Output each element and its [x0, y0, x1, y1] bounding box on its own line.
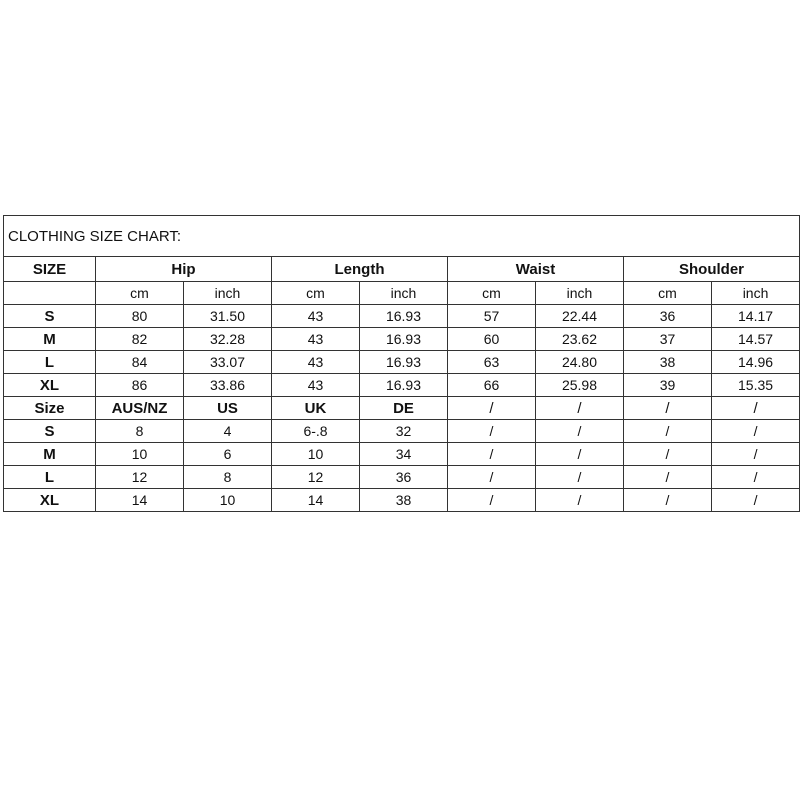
value-cell: 80	[96, 305, 184, 328]
value-cell: UK	[272, 397, 360, 420]
value-cell: 4	[184, 420, 272, 443]
value-cell: DE	[360, 397, 448, 420]
title-row	[4, 216, 800, 257]
value-cell: 24.80	[536, 351, 624, 374]
measurement-row	[4, 351, 800, 374]
size-cell: M	[4, 328, 96, 351]
unit-header-cell: cm	[96, 282, 184, 305]
intl-size-row	[4, 466, 800, 489]
value-cell: 16.93	[360, 305, 448, 328]
size-cell: XL	[4, 489, 96, 512]
value-cell: 38	[360, 489, 448, 512]
unit-header-cell: inch	[360, 282, 448, 305]
value-cell: /	[712, 466, 800, 489]
value-cell: 15.35	[712, 374, 800, 397]
value-cell: 6	[184, 443, 272, 466]
value-cell: 36	[360, 466, 448, 489]
value-cell: /	[536, 420, 624, 443]
value-cell: /	[624, 420, 712, 443]
value-cell: /	[448, 489, 536, 512]
unit-header-blank	[4, 282, 96, 305]
value-cell: 82	[96, 328, 184, 351]
value-cell: 57	[448, 305, 536, 328]
value-cell: 8	[96, 420, 184, 443]
intl-size-header-row	[4, 397, 800, 420]
value-cell: /	[712, 397, 800, 420]
size-cell: M	[4, 443, 96, 466]
value-cell: 12	[272, 466, 360, 489]
value-cell: 34	[360, 443, 448, 466]
chart-title: CLOTHING SIZE CHART:	[4, 216, 800, 257]
value-cell: /	[448, 443, 536, 466]
value-cell: 86	[96, 374, 184, 397]
measurement-row	[4, 305, 800, 328]
value-cell: 16.93	[360, 328, 448, 351]
value-cell: 10	[184, 489, 272, 512]
size-chart-table	[3, 215, 800, 512]
waist-header: Waist	[448, 257, 624, 282]
intl-size-row	[4, 420, 800, 443]
value-cell: /	[624, 443, 712, 466]
value-cell: 84	[96, 351, 184, 374]
value-cell: AUS/NZ	[96, 397, 184, 420]
value-cell: 63	[448, 351, 536, 374]
value-cell: /	[536, 443, 624, 466]
value-cell: /	[712, 420, 800, 443]
unit-header-cell: inch	[712, 282, 800, 305]
value-cell: /	[624, 466, 712, 489]
unit-header-cell: cm	[624, 282, 712, 305]
value-cell: 43	[272, 328, 360, 351]
unit-header-row	[4, 282, 800, 305]
value-cell: 14.57	[712, 328, 800, 351]
value-cell: 36	[624, 305, 712, 328]
value-cell: 16.93	[360, 351, 448, 374]
value-cell: 12	[96, 466, 184, 489]
value-cell: 8	[184, 466, 272, 489]
intl-size-row	[4, 443, 800, 466]
measurement-row	[4, 374, 800, 397]
shoulder-header: Shoulder	[624, 257, 800, 282]
value-cell: 32	[360, 420, 448, 443]
value-cell: /	[712, 443, 800, 466]
value-cell: US	[184, 397, 272, 420]
value-cell: 31.50	[184, 305, 272, 328]
group-header-row	[4, 257, 800, 282]
value-cell: 10	[272, 443, 360, 466]
value-cell: 16.93	[360, 374, 448, 397]
value-cell: 43	[272, 374, 360, 397]
size-cell: L	[4, 466, 96, 489]
value-cell: 43	[272, 305, 360, 328]
value-cell: 33.07	[184, 351, 272, 374]
size-cell: Size	[4, 397, 96, 420]
value-cell: 37	[624, 328, 712, 351]
value-cell: 39	[624, 374, 712, 397]
value-cell: 22.44	[536, 305, 624, 328]
size-cell: L	[4, 351, 96, 374]
value-cell: 66	[448, 374, 536, 397]
hip-header: Hip	[96, 257, 272, 282]
value-cell: 14.96	[712, 351, 800, 374]
measurement-row	[4, 328, 800, 351]
unit-header-cell: inch	[184, 282, 272, 305]
value-cell: 14	[272, 489, 360, 512]
value-cell: /	[536, 397, 624, 420]
value-cell: /	[448, 420, 536, 443]
value-cell: 10	[96, 443, 184, 466]
size-cell: S	[4, 420, 96, 443]
value-cell: 14	[96, 489, 184, 512]
value-cell: 6-.8	[272, 420, 360, 443]
value-cell: 25.98	[536, 374, 624, 397]
value-cell: /	[536, 489, 624, 512]
value-cell: 38	[624, 351, 712, 374]
size-cell: S	[4, 305, 96, 328]
intl-size-row	[4, 489, 800, 512]
value-cell: /	[536, 466, 624, 489]
value-cell: /	[448, 397, 536, 420]
unit-header-cell: inch	[536, 282, 624, 305]
size-cell: XL	[4, 374, 96, 397]
unit-header-cell: cm	[272, 282, 360, 305]
value-cell: /	[448, 466, 536, 489]
value-cell: 33.86	[184, 374, 272, 397]
unit-header-cell: cm	[448, 282, 536, 305]
value-cell: /	[712, 489, 800, 512]
value-cell: 14.17	[712, 305, 800, 328]
value-cell: 23.62	[536, 328, 624, 351]
size-header: SIZE	[4, 257, 96, 282]
value-cell: /	[624, 397, 712, 420]
value-cell: 43	[272, 351, 360, 374]
value-cell: 60	[448, 328, 536, 351]
value-cell: 32.28	[184, 328, 272, 351]
length-header: Length	[272, 257, 448, 282]
value-cell: /	[624, 489, 712, 512]
